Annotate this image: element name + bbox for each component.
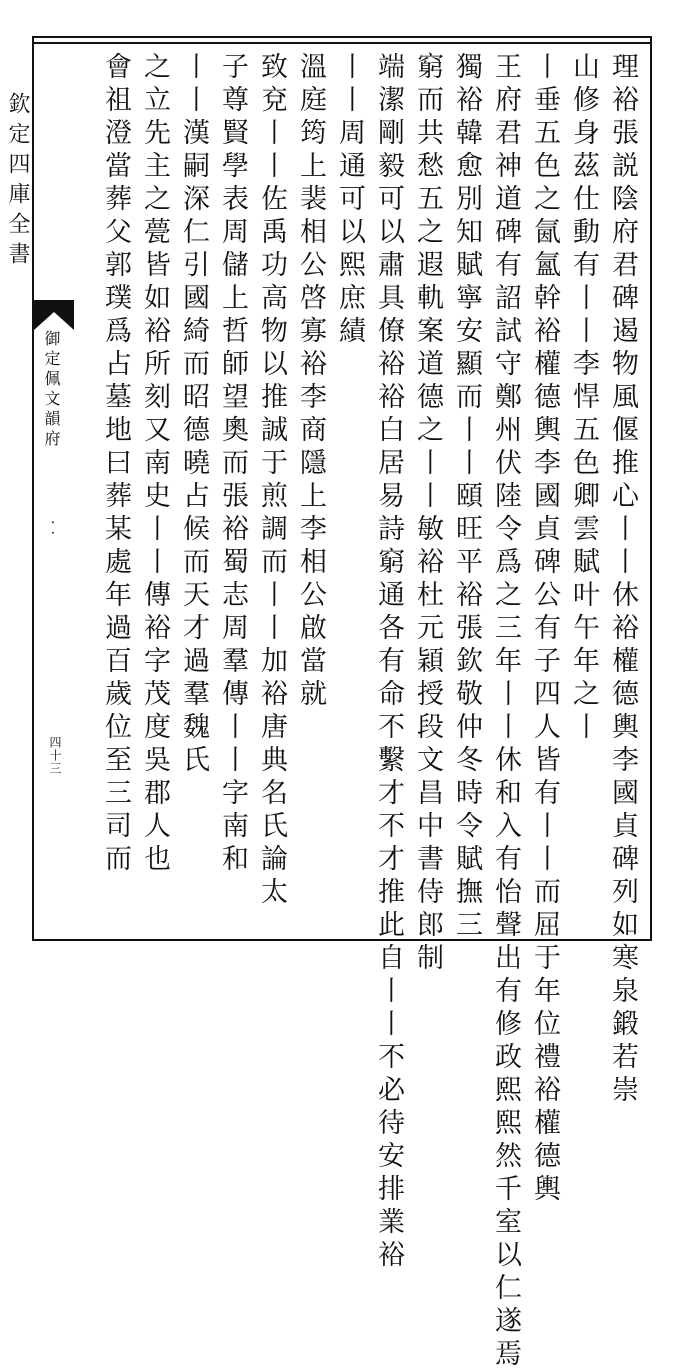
- text-column-6: 窮而共愁五之遐軌案道德之丨丨敏裕杜元穎授段文昌中書侍郎制: [412, 52, 443, 976]
- text-column-11: 子尊賢學表周儲上哲師望奧而張裕蜀志周羣傳丨丨字南和: [217, 52, 248, 877]
- text-column-2: 山修身茲仕動有丨丨李悍五色卿雲賦叶午年之丨: [568, 52, 599, 745]
- page-number: 四十三: [48, 736, 62, 775]
- text-column-7: 端潔剛毅可以肅具僚裕裕白居易詩窮通各有命不繫才不才推此自丨丨不必待安排業裕: [373, 52, 404, 1273]
- margin-dots: ··: [44, 520, 60, 541]
- text-column-12: 丨丨漢嗣深仁引國綺而昭德曉占候而天才過羣魏氏: [178, 52, 209, 778]
- text-column-5: 獨裕韓愈別知賦寧安顯而丨丨頤旺平裕張欽敬仲冬時令賦撫三: [451, 52, 482, 943]
- text-column-14: 會祖澄當葬父郭璞爲占墓地曰葬某處年過百歲位至三司而: [100, 52, 131, 877]
- text-column-3: 丨垂五色之氤氳幹裕權德輿李國貞碑公有子四人皆有丨丨而屈于年位禮裕權德輿: [529, 52, 560, 1207]
- book-subtitle: 御定佩文韻府: [42, 330, 61, 450]
- text-column-1: 理裕張説陰府君碑遏物風偃推心丨丨休裕權德輿李國貞碑列如寒泉鍛若崇: [607, 52, 638, 1108]
- text-column-4: 王府君神道碑有詔試守鄭州伏陸令爲之三年丨丨休和入有怡聲出有修政熙熙然千室以仁遂焉: [490, 52, 521, 1372]
- fishtail-mark-icon: [34, 300, 74, 330]
- text-column-9: 溫庭筠上裴相公啓寡裕李商隱上李相公啟當就: [295, 52, 326, 712]
- book-title: 欽定四庫全書: [5, 92, 30, 272]
- text-column-13: 之立先主之甍皆如裕所刻又南史丨丨傳裕字茂度吳郡人也: [139, 52, 170, 877]
- top-rule: [32, 42, 652, 44]
- left-margin: [0, 44, 32, 934]
- text-column-8: 丨丨周通可以熙庶績: [334, 52, 365, 349]
- text-column-10: 致兗丨丨佐禹功高物以推誠于煎調而丨丨加裕唐典名氏論太: [256, 52, 287, 910]
